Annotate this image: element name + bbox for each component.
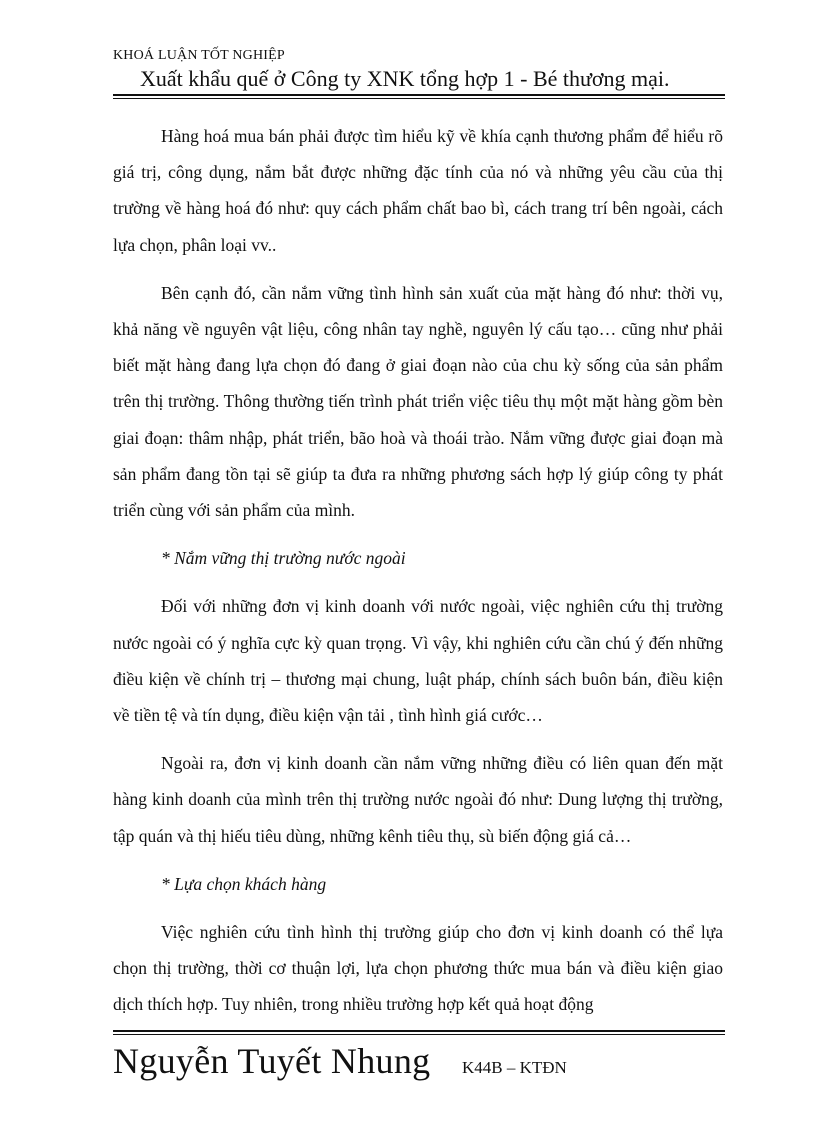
- footer-rule: [113, 1030, 725, 1032]
- footer-class: K44B – KTĐN: [462, 1058, 567, 1077]
- header-rule: [113, 94, 725, 96]
- paragraph: Việc nghiên cứu tình hình thị trường giúp cho đơn vị kinh doanh có thể lựa chọn thị trường, thời cơ thuận lợi, lựa chọn phương thức mua bán và điều kiện giao dịch thích hợp. Tuy nhiên, trong nhiều trường hợp kết quả hoạt động: [113, 922, 723, 1015]
- page-body: [113, 118, 723, 1035]
- paragraph: Bên cạnh đó, cần nắm vững tình hình sản xuất của mặt hàng đó như: thời vụ, khả năng về nguyên vật liệu, công nhân tay nghề, nguyên lý cấu tạo… cũng như phải biết mặt hàng đang lựa chọn đó đang ở giai đoạn nào của chu kỳ sống của sản phẩm trên thị trường. Thông thường tiến trình phát triển việc tiêu thụ một mặt hàng gồm bèn giai đoạn: thâm nhập, phát triển, bão hoà và thoái trào. Nắm vững được giai đoạn mà sản phẩm đang tồn tại sẽ giúp ta đưa ra những phương sách hợp lý giúp công ty phát triển cùng với sản phẩm của mình.: [113, 282, 723, 521]
- footer-rule-thin: [113, 1034, 725, 1035]
- paragraph: Đối với những đơn vị kinh doanh với nước ngoài, việc nghiên cứu thị trường nước ngoài có ý nghĩa cực kỳ quan trọng. Vì vậy, khi nghiên cứu cần chú ý đến những điều kiện về chính trị – thương mại chung, luật pháp, chính sách buôn bán, điều kiện về tiền tệ và tín dụng, điều kiện vận tải , tình hình giá cước…: [113, 596, 723, 726]
- header-title: Xuất khẩu quế ở Công ty XNK tổng hợp 1 - Bé thương mại.: [140, 66, 670, 91]
- section-heading: * Lựa chọn khách hàng: [161, 873, 327, 894]
- section-heading: * Nắm vững thị trường nước ngoài: [161, 548, 406, 569]
- header-rule-thin: [113, 98, 725, 99]
- paragraph: Hàng hoá mua bán phải được tìm hiểu kỹ về khía cạnh thương phẩm để hiểu rõ giá trị, công dụng, nắm bắt được những đặc tính của nó và những yêu cầu của thị trường về hàng hoá đó như: quy cách phẩm chất bao bì, cách trang trí bên ngoài, cách lựa chọn, phân loại vv..: [113, 126, 723, 255]
- header-doc-type: KHOÁ LUẬN TỐT NGHIỆP: [113, 48, 285, 63]
- footer-author: Nguyễn Tuyết Nhung: [113, 1041, 431, 1081]
- paragraph: Ngoài ra, đơn vị kinh doanh cần nắm vững những điều có liên quan đến mặt hàng kinh doanh của mình trên thị trường nước ngoài đó như: Dung lượng thị trường, tập quán và thị hiếu tiêu dùng, những kênh tiêu thụ, sù biến động giá cả…: [113, 753, 723, 846]
